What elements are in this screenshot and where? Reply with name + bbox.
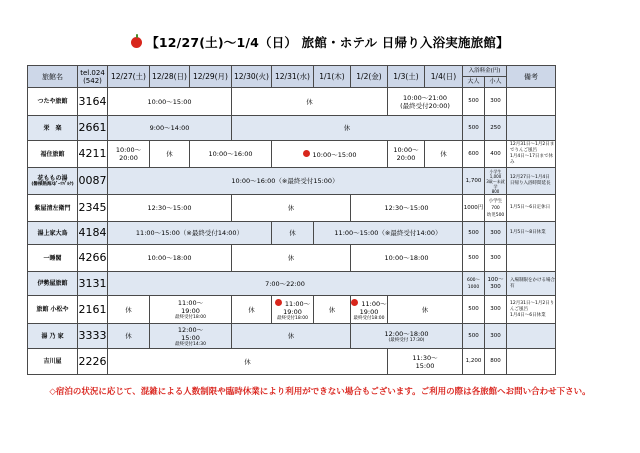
header-day-1: 12/27(土) xyxy=(108,66,150,88)
adult-fee: 1000円 xyxy=(463,195,485,222)
last-entry-text: 最終受付18:00 xyxy=(353,315,385,321)
header-fee: 入浴料金(円) xyxy=(463,66,507,77)
ryokan-name: 福住旅館 xyxy=(28,141,78,168)
child-fee: 250 xyxy=(485,116,507,141)
ryokan-name: 伊勢屋旅館 xyxy=(28,272,78,296)
remarks-cell: 1月5日〜8日休業 xyxy=(507,222,556,245)
ryokan-name: 旅館 小松や xyxy=(28,296,78,324)
hours-text: 10:00〜 xyxy=(115,146,142,154)
hours-cell xyxy=(388,141,425,168)
notice-text: ◇宿泊の状況に応じて、混雑による人数制限や臨時休業により利用ができない場合もございます。ご利用の際は各旅館へお問い合わせ下さい。 xyxy=(49,387,591,397)
ryokan-name: つたや旅館 xyxy=(28,88,78,116)
title-text: 【12/27(土)〜1/4（日） 旅館・ホテル 日帰り入浴実施旅館】 xyxy=(146,35,509,50)
last-entry-text: 最終受付14:30 xyxy=(175,341,206,347)
remark-text: 12月31日〜1月2日りんご風呂 xyxy=(510,300,555,312)
tel-number: 3164 xyxy=(78,88,108,116)
ryokan-name: 湯 乃 家 xyxy=(28,324,78,349)
hours-cell: 10:00〜18:00 xyxy=(351,245,463,272)
child-fee: 300 xyxy=(485,324,507,349)
header-row-top xyxy=(28,66,556,77)
table-row xyxy=(28,88,556,116)
remarks-cell: 入場制限をかける場合有 xyxy=(507,272,556,296)
adult-fee: 500 xyxy=(463,324,485,349)
hours-cell: 10:00〜18:00 xyxy=(108,245,232,272)
closed-cell: 休 xyxy=(108,324,150,349)
child-fee-text: 3歳〜未就学 xyxy=(486,178,505,189)
last-entry-text: (最終受付20:00) xyxy=(400,101,450,110)
last-entry-text: 最終受付18:00 xyxy=(175,315,206,320)
ryokan-name: 一睡閣 xyxy=(28,245,78,272)
hours-text: 10:00〜15:00 xyxy=(312,150,357,159)
hours-text: 20:00 xyxy=(119,154,138,162)
adult-fee: 1,200 xyxy=(463,349,485,375)
tel-number: 4184 xyxy=(78,222,108,245)
table-row xyxy=(28,272,556,296)
remarks-cell xyxy=(507,324,556,349)
child-fee: 800 xyxy=(485,349,507,375)
closed-cell: 休 xyxy=(232,88,388,116)
ryokan-name: 吉川屋 xyxy=(28,349,78,375)
tel-number: 3131 xyxy=(78,272,108,296)
hours-cell: 9:00〜14:00 xyxy=(108,116,232,141)
closed-cell: 休 xyxy=(232,245,351,272)
hours-cell: 10:00〜15:00 xyxy=(108,88,232,116)
hours-cell xyxy=(272,141,388,168)
closed-cell: 休 xyxy=(108,296,150,324)
hours-text: 11:00〜 xyxy=(361,299,387,308)
hours-text: 11:00〜 xyxy=(177,299,204,307)
header-day-5: 12/31(水) xyxy=(272,66,314,88)
tel-number: 2226 xyxy=(78,349,108,375)
table-row xyxy=(28,245,556,272)
child-fee-text: 幼児500 xyxy=(486,212,505,218)
adult-fee: 600〜1000 xyxy=(463,272,485,296)
remarks-cell xyxy=(507,88,556,116)
hours-cell xyxy=(351,324,463,349)
apple-icon xyxy=(351,299,358,306)
hours-text: 19:00 xyxy=(359,307,379,316)
ryokan-name-text: 花ももの湯 xyxy=(37,175,68,182)
ryokan-name: 栄 楽 xyxy=(28,116,78,141)
child-fee-text: 800 xyxy=(491,188,500,194)
child-fee xyxy=(485,168,507,195)
closed-cell: 休 xyxy=(232,324,351,349)
hours-cell xyxy=(388,349,463,375)
header-day-2: 12/28(日) xyxy=(150,66,190,88)
remarks-cell xyxy=(507,296,556,324)
adult-fee: 1,700 xyxy=(463,168,485,195)
last-entry-text: (最終受付 17:30) xyxy=(388,337,425,343)
last-entry-text: 最終受付18:00 xyxy=(277,315,308,321)
hours-text: 10:00〜 xyxy=(393,146,419,154)
hours-text: 12:00〜 xyxy=(177,325,204,334)
table-row xyxy=(28,195,556,222)
child-fee: 400 xyxy=(485,141,507,168)
closed-cell: 休 xyxy=(232,116,463,141)
tel-number: 0087 xyxy=(78,168,108,195)
table-row xyxy=(28,222,556,245)
tel-number: 2345 xyxy=(78,195,108,222)
hours-text: 19:00 xyxy=(283,307,302,316)
child-fee-text: 300 xyxy=(490,283,501,290)
apple-icon xyxy=(131,37,142,48)
header-tel xyxy=(78,66,108,88)
hours-cell xyxy=(351,296,388,324)
adult-fee: 500 xyxy=(463,296,485,324)
bathing-schedule-table xyxy=(27,65,556,375)
remark-text: 12月31日〜1月2日までりんご風呂 xyxy=(510,142,555,153)
header-day-4: 12/30(火) xyxy=(232,66,272,88)
adult-fee: 500 xyxy=(463,222,485,245)
remarks-cell xyxy=(507,141,556,168)
page-title xyxy=(0,33,640,51)
remark-text: 1月4日〜17日まで休み xyxy=(510,154,553,165)
hours-cell xyxy=(150,324,232,349)
table-row xyxy=(28,116,556,141)
closed-cell: 休 xyxy=(232,195,351,222)
ryokan-name-sub: (磐梯熱海ｽﾎﾟｰﾂﾊﾟﾙｸ) xyxy=(31,182,74,187)
header-adult: 大人 xyxy=(463,77,485,88)
tel-number: 3333 xyxy=(78,324,108,349)
hours-text: 20:00 xyxy=(396,154,416,162)
hours-cell xyxy=(388,88,463,116)
closed-cell: 休 xyxy=(272,222,314,245)
hours-text: 19:00 xyxy=(181,307,200,315)
hours-cell xyxy=(272,296,314,324)
child-fee xyxy=(485,195,507,222)
hours-cell: 10:00〜16:00 xyxy=(190,141,272,168)
closed-cell: 休 xyxy=(232,296,272,324)
tel-number: 2661 xyxy=(78,116,108,141)
apple-icon xyxy=(303,150,310,157)
tel-number: 4211 xyxy=(78,141,108,168)
remarks-cell: 1月5日〜6日定休日 xyxy=(507,195,556,222)
child-fee: 300 xyxy=(485,88,507,116)
header-child: 小人 xyxy=(485,77,507,88)
ryokan-name xyxy=(28,168,78,195)
tel-number: 2161 xyxy=(78,296,108,324)
hours-text: 10:00〜21:00 xyxy=(403,93,447,102)
child-fee-text: 小学生1,000 xyxy=(489,168,502,179)
closed-cell: 休 xyxy=(150,141,190,168)
hours-text: 15:00 xyxy=(181,333,200,342)
hours-cell: 12:30〜15:00 xyxy=(351,195,463,222)
ryokan-name: 湯上家大鳥 xyxy=(28,222,78,245)
hours-cell xyxy=(108,141,150,168)
closed-cell: 休 xyxy=(314,296,351,324)
table-row xyxy=(28,168,556,195)
adult-fee: 500 xyxy=(463,245,485,272)
table-row xyxy=(28,349,556,375)
hours-cell: 11:00〜15:00（※最終受付14:00） xyxy=(108,222,272,245)
header-day-7: 1/2(金) xyxy=(351,66,388,88)
header-ryokan: 旅館名 xyxy=(28,66,78,88)
child-fee xyxy=(485,272,507,296)
closed-cell: 休 xyxy=(425,141,463,168)
hours-text: 12:00〜18:00 xyxy=(384,329,429,338)
header-day-9: 1/4(日) xyxy=(425,66,463,88)
closed-cell: 休 xyxy=(388,296,463,324)
closed-cell: 休 xyxy=(108,349,388,375)
remark-text: 1月4日〜6日休業 xyxy=(510,312,546,318)
header-remarks: 備考 xyxy=(507,66,556,88)
remarks-cell xyxy=(507,245,556,272)
table-row xyxy=(28,296,556,324)
hours-text: 11:00〜 xyxy=(284,299,311,308)
table-row xyxy=(28,141,556,168)
adult-fee: 500 xyxy=(463,116,485,141)
child-fee-text: 小学生700 xyxy=(488,198,503,211)
child-fee: 300 xyxy=(485,222,507,245)
header-day-3: 12/29(月) xyxy=(190,66,232,88)
tel-top: tel.024 xyxy=(80,68,105,77)
table-row xyxy=(28,324,556,349)
remarks-cell xyxy=(507,349,556,375)
hours-cell: 7:00〜22:00 xyxy=(108,272,463,296)
header-day-8: 1/3(土) xyxy=(388,66,425,88)
header-day-6: 1/1(木) xyxy=(314,66,351,88)
child-fee: 300 xyxy=(485,245,507,272)
adult-fee: 500 xyxy=(463,88,485,116)
hours-cell: 12:30〜15:00 xyxy=(108,195,232,222)
tel-bottom: (542) xyxy=(83,76,102,85)
hours-cell: 11:00〜15:00（※最終受付14:00） xyxy=(314,222,463,245)
hours-text: 15:00 xyxy=(415,361,435,370)
child-fee-text: 100〜 xyxy=(487,276,504,283)
adult-fee: 600 xyxy=(463,141,485,168)
ryokan-name: 紫屋清左衛門 xyxy=(28,195,78,222)
apple-icon xyxy=(275,299,282,306)
hours-cell xyxy=(150,296,232,324)
tel-number: 4266 xyxy=(78,245,108,272)
remarks-cell xyxy=(507,116,556,141)
child-fee: 300 xyxy=(485,296,507,324)
hours-cell: 10:00〜16:00（※最終受付15:00） xyxy=(108,168,463,195)
remarks-cell: 12月27日〜1月4日 日帰り入浴時間延長 xyxy=(507,168,556,195)
hours-text: 11:30〜 xyxy=(412,353,438,362)
